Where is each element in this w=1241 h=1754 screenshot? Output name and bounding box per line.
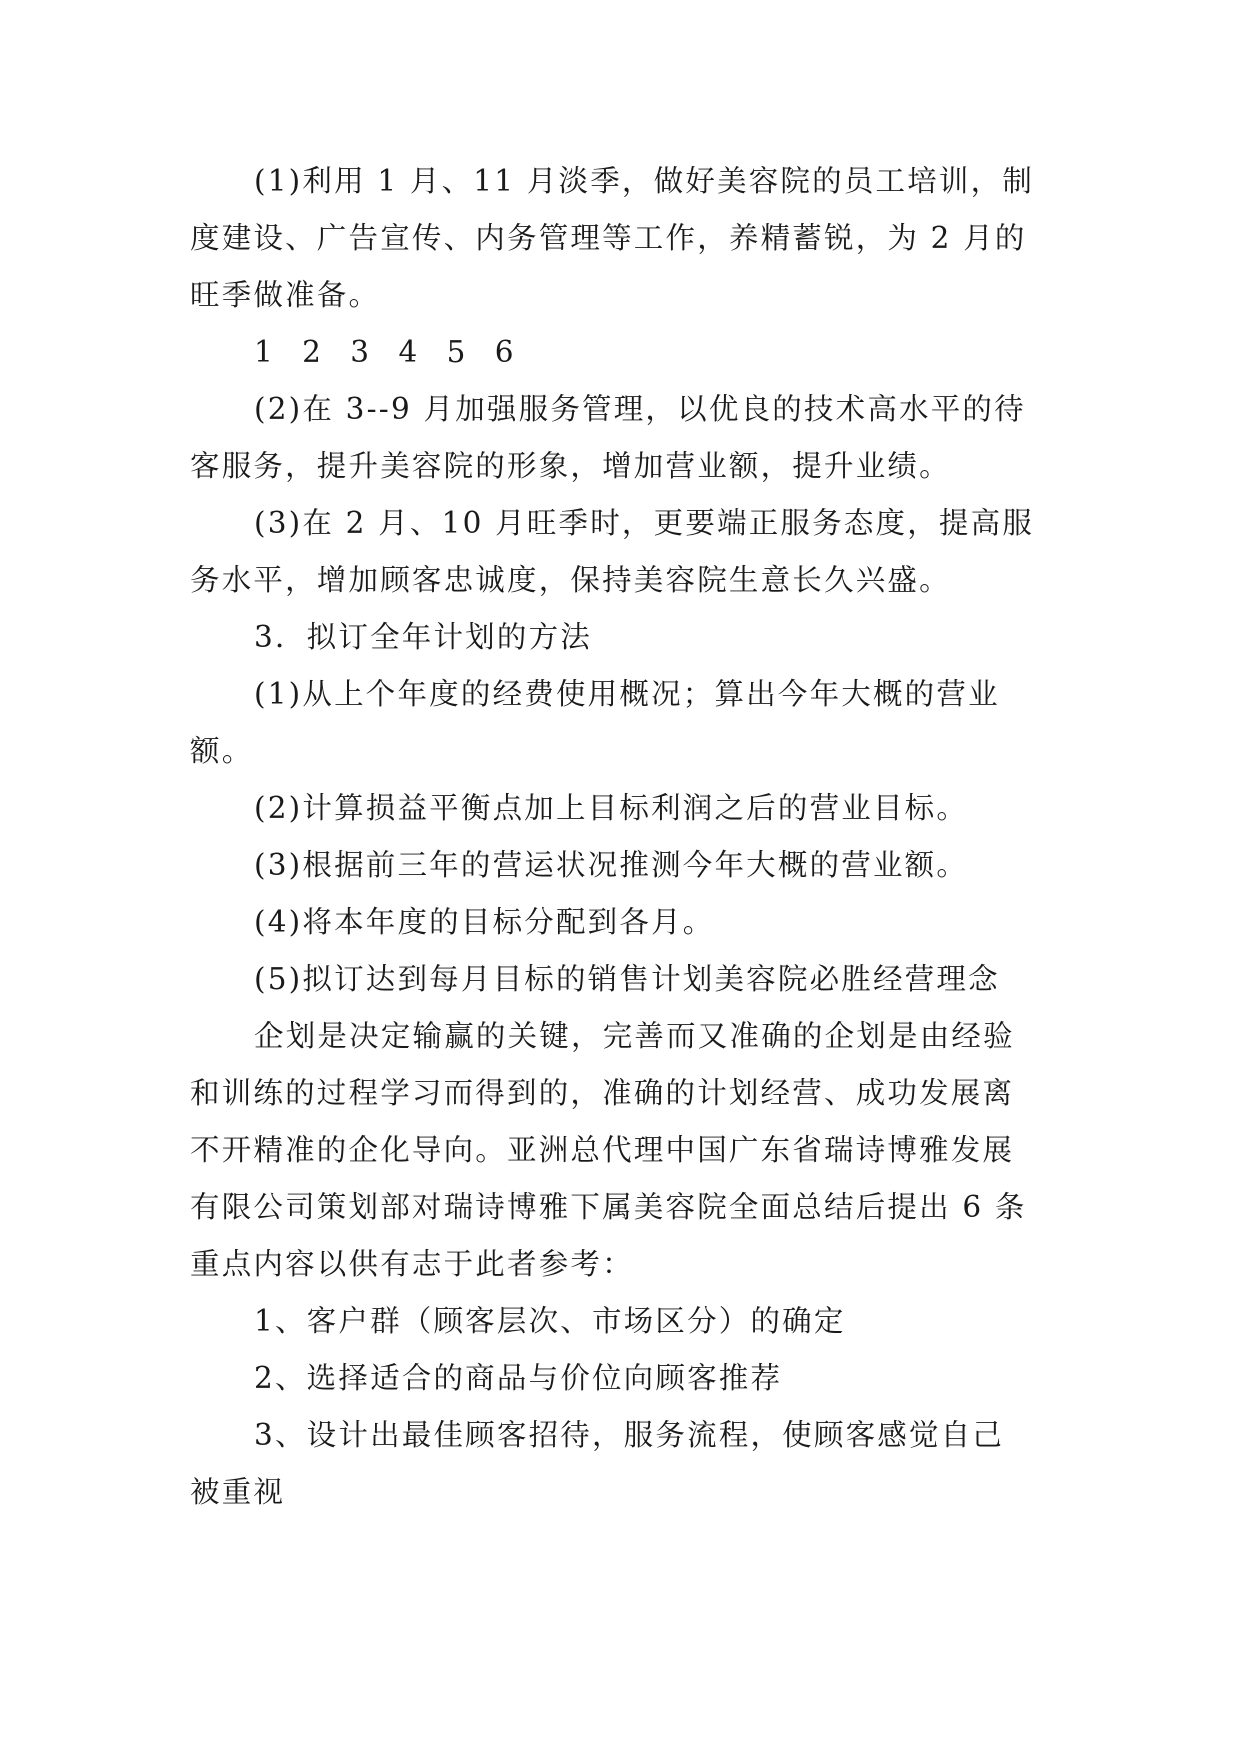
list-item: 3、设计出最佳顾客招待，服务流程，使顾客感觉自己 [254, 1418, 1005, 1452]
text-line: 旺季做准备。 [190, 278, 381, 312]
text-line: 不开精准的企化导向。亚洲总代理中国广东省瑞诗博雅发展 [190, 1133, 1015, 1167]
text-line: 被重视 [190, 1475, 286, 1509]
text-line: (4)将本年度的目标分配到各月。 [254, 905, 715, 939]
text-line: 客服务，提升美容院的形象，增加营业额，提升业绩。 [190, 449, 951, 483]
text-line: 度建设、广告宣传、内务管理等工作，养精蓄锐，为 2 月的 [190, 221, 1027, 255]
text-line: 务水平，增加顾客忠诚度，保持美容院生意长久兴盛。 [190, 563, 951, 597]
text-line: 额。 [190, 734, 254, 768]
text-line: (3)根据前三年的营运状况推测今年大概的营业额。 [254, 848, 969, 882]
text-line: (2)计算损益平衡点加上目标利润之后的营业目标。 [254, 791, 969, 825]
text-line: 和训练的过程学习而得到的，准确的计划经营、成功发展离 [190, 1076, 1015, 1110]
number-sequence: 1 2 3 4 5 6 [254, 335, 520, 369]
list-item: 2、选择适合的商品与价位向顾客推荐 [254, 1361, 783, 1395]
text-line: (3)在 2 月、10 月旺季时，更要端正服务态度，提高服 [254, 506, 1035, 540]
text-line: (1)从上个年度的经费使用概况；算出今年大概的营业 [254, 677, 1000, 711]
text-line: (5)拟订达到每月目标的销售计划美容院必胜经营理念 [254, 962, 1000, 996]
document-body [190, 153, 1060, 1521]
text-line: 有限公司策划部对瑞诗博雅下属美容院全面总结后提出 6 条 [190, 1190, 1027, 1224]
text-line: 重点内容以供有志于此者参考： [190, 1247, 634, 1281]
section-heading: 3．拟订全年计划的方法 [254, 620, 592, 654]
text-line: 企划是决定输赢的关键，完善而又准确的企划是由经验 [254, 1019, 1015, 1053]
text-line: (1)利用 1 月、11 月淡季，做好美容院的员工培训，制 [254, 164, 1035, 198]
list-item: 1、客户群（顾客层次、市场区分）的确定 [254, 1304, 846, 1338]
text-line: (2)在 3--9 月加强服务管理，以优良的技术高水平的待 [254, 392, 1026, 426]
